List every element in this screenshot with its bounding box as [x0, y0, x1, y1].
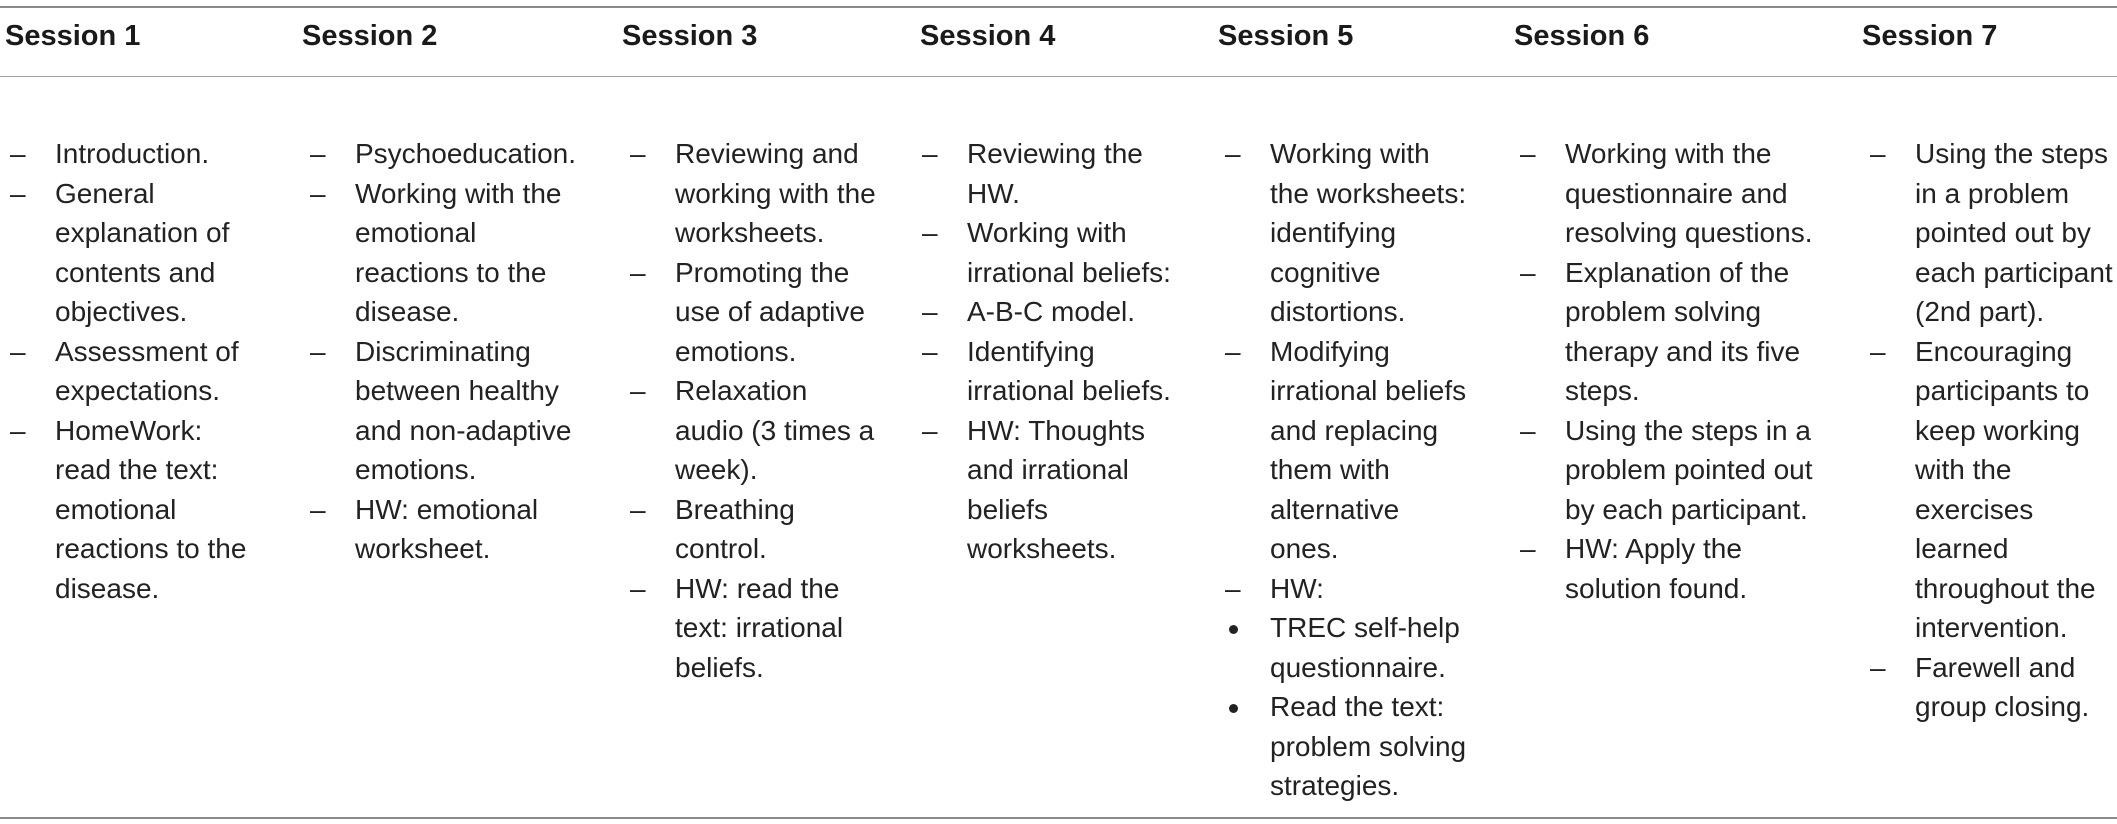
dash-bullet-icon: [922, 411, 962, 451]
dash-bullet-icon: [1870, 332, 1910, 372]
list-item-text: General explanation of contents and objectives.: [55, 177, 230, 327]
list-item-text: Identifying irrational beliefs.: [967, 335, 1171, 406]
dash-bullet-icon: [1520, 529, 1560, 569]
list-item-text: Working with irrational beliefs:: [967, 217, 1171, 288]
list-item: [922, 292, 1172, 332]
list-item-text: TREC self-help questionnaire.: [1270, 612, 1460, 683]
list-item-text: Working with the worksheets: identifying cognitive distortions.: [1270, 138, 1467, 327]
dash-bullet-icon: [630, 371, 670, 411]
list-item: [10, 174, 260, 332]
list-item: [1520, 411, 1820, 530]
list-item: [630, 490, 880, 569]
session-7-list: [1870, 134, 2115, 727]
session-1-header: Session 1: [5, 20, 141, 52]
list-item: [630, 569, 880, 688]
list-item-text: HW:: [1270, 572, 1324, 604]
session-2-list: [310, 134, 575, 569]
table-top-rule: [0, 6, 2117, 8]
dash-bullet-icon: [1520, 411, 1560, 451]
list-item-text: A-B-C model.: [967, 296, 1136, 327]
dash-bullet-icon: [922, 332, 962, 372]
list-item: [1225, 332, 1470, 569]
list-item: [922, 213, 1172, 292]
list-item: [10, 332, 260, 411]
list-item-text: Psychoeducation.: [355, 138, 577, 169]
list-item: [922, 411, 1172, 569]
list-item-text: HomeWork: read the text: emotional reactions to the disease.: [55, 414, 247, 604]
dash-bullet-icon: [922, 134, 962, 174]
dash-bullet-icon: [10, 134, 50, 174]
dash-bullet-icon: [630, 134, 670, 174]
list-item-text: HW: emotional worksheet.: [355, 493, 539, 564]
list-item-text: Working with the emotional reactions to the disease.: [355, 177, 562, 327]
list-item: [1225, 134, 1470, 332]
list-item-text: Introduction.: [55, 138, 210, 169]
list-item-text: Farewell and group closing.: [1915, 651, 2090, 722]
list-item-text: Relaxation audio (3 times a week).: [675, 375, 875, 485]
list-item: [630, 371, 880, 490]
list-item: [310, 332, 575, 490]
dash-bullet-icon: [922, 292, 962, 332]
session-3-header: Session 3: [622, 20, 758, 52]
list-item-text: Promoting the use of adaptive emotions.: [675, 256, 865, 367]
list-item-text: Modifying irrational beliefs and replacing them with alternative ones.: [1270, 335, 1467, 564]
session-1-list: [10, 134, 260, 608]
list-item-text: Reviewing the HW.: [967, 138, 1143, 209]
dash-bullet-icon: [310, 490, 350, 530]
table-bottom-rule: [0, 817, 2117, 819]
list-item: [1520, 529, 1820, 608]
list-item-text: HW: read the text: irrational beliefs.: [675, 572, 844, 683]
dash-bullet-icon: [1225, 569, 1265, 609]
list-item-text: Working with the questionnaire and resolving questions.: [1565, 138, 1813, 248]
list-item-text: Reviewing and working with the worksheets.: [675, 138, 876, 248]
session-6-header: Session 6: [1514, 20, 1650, 52]
list-item: [630, 134, 880, 253]
list-item-text: Using the steps in a problem pointed out by each participant (2nd part).: [1915, 138, 2113, 327]
session-5-header: Session 5: [1218, 20, 1354, 52]
dash-bullet-icon: [630, 569, 670, 609]
session-5-list: [1225, 134, 1470, 806]
list-item-text: Breathing control.: [675, 493, 795, 564]
list-item: [922, 332, 1172, 411]
session-3-list: [630, 134, 880, 687]
dash-bullet-icon: [10, 332, 50, 372]
list-item: [1520, 134, 1820, 253]
dash-bullet-icon: [10, 411, 50, 451]
table-header-rule: [0, 76, 2117, 77]
list-item-text: Explanation of the problem solving therapy and its five steps.: [1565, 256, 1801, 406]
session-7-header: Session 7: [1862, 20, 1998, 52]
list-item-text: Assessment of expectations.: [55, 335, 239, 406]
dash-bullet-icon: [310, 174, 350, 214]
dash-bullet-icon: [1870, 134, 1910, 174]
dash-bullet-icon: [310, 134, 350, 174]
list-item: [1225, 687, 1470, 806]
dash-bullet-icon: [1225, 332, 1265, 372]
dash-bullet-icon: [630, 490, 670, 530]
list-item: [10, 411, 260, 609]
dash-bullet-icon: [630, 253, 670, 293]
list-item: [310, 490, 575, 569]
list-item: [310, 174, 575, 332]
list-item: [1870, 648, 2115, 727]
list-item: [922, 134, 1172, 213]
session-2-header: Session 2: [302, 20, 438, 52]
list-item: [1225, 608, 1470, 687]
list-item-text: Read the text: problem solving strategies.: [1270, 691, 1467, 801]
list-item: [1520, 253, 1820, 411]
session-6-list: [1520, 134, 1820, 608]
list-item: [310, 134, 575, 174]
list-item-text: Using the steps in a problem pointed out by each participant.: [1565, 414, 1813, 525]
dash-bullet-icon: [1225, 134, 1265, 174]
list-item: [630, 253, 880, 372]
list-item: [1870, 332, 2115, 648]
dash-bullet-icon: [1520, 253, 1560, 293]
list-item: [1225, 569, 1470, 609]
session-4-list: [922, 134, 1172, 569]
list-item: [1870, 134, 2115, 332]
list-item: [10, 134, 260, 174]
list-item-text: Discriminating between healthy and non-adaptive emotions.: [355, 335, 572, 485]
dash-bullet-icon: [922, 213, 962, 253]
dash-bullet-icon: [1520, 134, 1560, 174]
list-item-text: HW: Apply the solution found.: [1565, 533, 1748, 604]
session-4-header: Session 4: [920, 20, 1056, 52]
dash-bullet-icon: [10, 174, 50, 214]
list-item-text: Encouraging participants to keep working with the exercises learned throughout the intervention.: [1915, 335, 2096, 643]
list-item-text: HW: Thoughts and irrational beliefs worksheets.: [967, 414, 1145, 564]
dash-bullet-icon: [1870, 648, 1910, 688]
dash-bullet-icon: [310, 332, 350, 372]
